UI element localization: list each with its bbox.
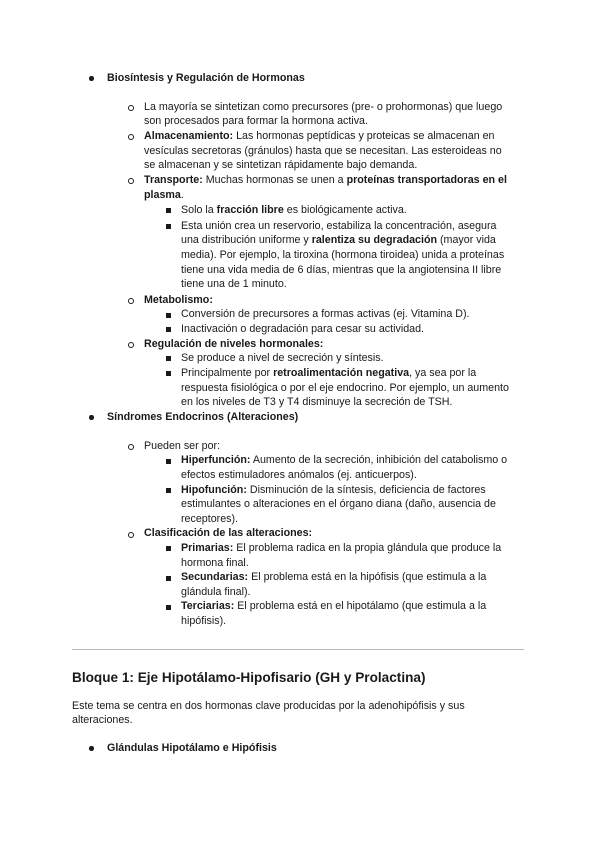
bullet-square bbox=[166, 327, 171, 332]
primarias-label: Primarias: bbox=[181, 542, 234, 554]
retroalimentacion-item bbox=[181, 366, 476, 381]
text-line: hormona final. bbox=[181, 557, 249, 569]
text-line: Conversión de precursores a formas activas (ej. Vitamina D). bbox=[181, 308, 470, 320]
text-line: hipófisis). bbox=[181, 615, 227, 627]
bullet-circle bbox=[128, 444, 134, 450]
text-span: El problema está en la hipófisis (que estimula a la bbox=[248, 571, 487, 583]
bullet-square bbox=[166, 313, 171, 318]
bullet-square bbox=[166, 488, 171, 493]
bullet-square bbox=[166, 208, 171, 213]
text-line: media). Por ejemplo, la tiroxina (hormona tiroidea) unida a proteínas bbox=[181, 249, 505, 261]
text-span: , ya sea por la bbox=[409, 367, 477, 379]
bullet-square bbox=[166, 371, 171, 376]
fraccion-libre-item bbox=[181, 203, 407, 218]
text-span: una distribución uniforme y bbox=[181, 234, 312, 246]
bullet-dot bbox=[89, 415, 94, 420]
bullet-circle bbox=[128, 178, 134, 184]
primarias-item bbox=[181, 541, 501, 556]
text-span: . bbox=[180, 189, 184, 201]
text-span: Disminución de la síntesis, deficiencia de factores bbox=[246, 484, 486, 496]
almacenamiento-item bbox=[144, 129, 495, 144]
glandulas-title: Glándulas Hipotálamo e Hipófisis bbox=[107, 742, 277, 754]
transporte-label: Transporte: bbox=[144, 174, 203, 186]
bold-span: fracción libre bbox=[216, 204, 284, 216]
text-line: glándula final). bbox=[181, 586, 251, 598]
text-span: Muchas hormonas se unen a bbox=[202, 174, 347, 186]
metabolismo-label: Metabolismo: bbox=[144, 294, 213, 306]
bullet-dot bbox=[89, 76, 94, 81]
text-span: Solo la bbox=[181, 204, 217, 216]
secundarias-label: Secundarias: bbox=[181, 571, 249, 583]
text-line: Inactivación o degradación para cesar su actividad. bbox=[181, 323, 424, 335]
transporte-line2 bbox=[144, 188, 184, 203]
bold-span: plasma bbox=[144, 189, 181, 201]
text-line: tiene una de 1 minuto. bbox=[181, 278, 287, 290]
text-line: La mayoría se sintetizan como precursores (pre- o prohormonas) que luego bbox=[144, 101, 503, 113]
text-line: en los niveles de T3 y T4 disminuye la secreción de TSH. bbox=[181, 396, 453, 408]
text-line: Esta unión crea un reservorio, estabiliza la concentración, asegura bbox=[181, 220, 497, 232]
hiperfuncion-label: Hiperfunción: bbox=[181, 454, 251, 466]
bullet-circle bbox=[128, 532, 134, 538]
text-line: Se produce a nivel de secreción y síntesis. bbox=[181, 352, 384, 364]
hipofuncion-label: Hipofunción: bbox=[181, 484, 247, 496]
bullet-circle bbox=[128, 342, 134, 348]
text-line: tiene una vida media de 6 días, mientras que la angiotensina II libre bbox=[181, 264, 502, 276]
text-span: (mayor vida bbox=[437, 234, 496, 246]
bold-span: ralentiza su degradación bbox=[311, 234, 438, 246]
bullet-square bbox=[166, 356, 171, 361]
terciarias-item bbox=[181, 599, 486, 614]
text-line: efectos estimuladores anómalos (ej. anticuerpos). bbox=[181, 469, 417, 481]
bullet-circle bbox=[128, 298, 134, 304]
bullet-circle bbox=[128, 134, 134, 140]
almacenamiento-label: Almacenamiento: bbox=[144, 130, 234, 142]
bullet-circle bbox=[128, 105, 134, 111]
text-line: alteraciones. bbox=[72, 714, 133, 726]
bold-span: proteínas transportadoras en el bbox=[346, 174, 507, 186]
text-span: El problema radica en la propia glándula que produce la bbox=[233, 542, 502, 554]
text-line: estimulantes o alteraciones en el órgano diana (daño, ausencia de bbox=[181, 498, 496, 510]
section-title-biosintesis: Biosíntesis y Regulación de Hormonas bbox=[107, 72, 305, 84]
clasificacion-label: Clasificación de las alteraciones: bbox=[144, 527, 313, 539]
bloque-heading: Bloque 1: Eje Hipotálamo-Hipofisario (GH y Prolactina) bbox=[72, 670, 426, 685]
bullet-square bbox=[166, 459, 171, 464]
text-line: Pueden ser por: bbox=[144, 440, 221, 452]
reservorio-line2 bbox=[181, 233, 496, 248]
regulacion-label: Regulación de niveles hormonales: bbox=[144, 338, 324, 350]
text-span: es biológicamente activa. bbox=[283, 204, 407, 216]
section-title-sindromes: Síndromes Endocrinos (Alteraciones) bbox=[107, 411, 299, 423]
bold-span: retroalimentación negativa bbox=[273, 367, 410, 379]
bullet-square bbox=[166, 224, 171, 229]
text-span: Aumento de la secreción, inhibición del catabolismo o bbox=[250, 454, 508, 466]
terciarias-label: Terciarias: bbox=[181, 600, 235, 612]
text-line: se almacenan y se sintetizan rápidamente bajo demanda. bbox=[144, 159, 418, 171]
text-span: El problema está en el hipotálamo (que estimula a la bbox=[234, 600, 487, 612]
text-span: Principalmente por bbox=[181, 367, 274, 379]
text-line: respuesta fisiológica o por el eje endocrino. Por ejemplo, un aumento bbox=[181, 382, 509, 394]
text-line: vesículas secretoras (gránulos) hasta que se necesitan. Las esteroideas no bbox=[144, 145, 502, 157]
hipofuncion-item bbox=[181, 483, 486, 498]
bullet-square bbox=[166, 576, 171, 581]
hiperfuncion-item bbox=[181, 453, 507, 468]
text-span: Las hormonas peptídicas y proteicas se almacenan en bbox=[233, 130, 495, 142]
bullet-square bbox=[166, 605, 171, 610]
bullet-square bbox=[166, 546, 171, 551]
secundarias-item bbox=[181, 570, 486, 585]
text-line: son procesados para formar la hormona activa. bbox=[144, 115, 368, 127]
text-line: Este tema se centra en dos hormonas clave producidas por la adenohipófisis y sus bbox=[72, 700, 465, 712]
horizontal-divider bbox=[72, 649, 524, 650]
bullet-dot bbox=[89, 746, 94, 751]
text-line: receptores). bbox=[181, 513, 239, 525]
transporte-item bbox=[144, 173, 507, 188]
